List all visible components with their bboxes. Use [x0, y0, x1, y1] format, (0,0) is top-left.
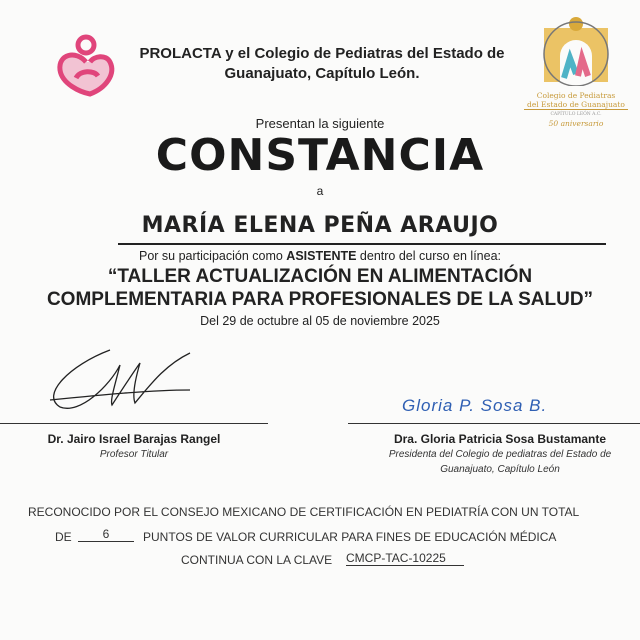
- logo-line4: 50 aniversario: [548, 119, 604, 128]
- signer-1-name: Dr. Jairo Israel Barajas Rangel: [47, 432, 221, 446]
- signer-2-name: Dra. Gloria Patricia Sosa Bustamante: [393, 432, 607, 446]
- signature-line-1: [0, 423, 268, 424]
- participation-role: ASISTENTE: [286, 249, 357, 263]
- signature-line-2: [348, 423, 640, 424]
- signer-1-role: Profesor Titular: [99, 449, 169, 460]
- presentan-text: Presentan la siguiente: [255, 116, 385, 131]
- a-text: a: [316, 184, 324, 198]
- course-dates: Del 29 de octubre al 05 de noviembre 2025: [200, 314, 440, 328]
- certificate-title: CONSTANCIA: [155, 130, 485, 181]
- footer-line2: PUNTOS DE VALOR CURRICULAR PARA FINES DE EDUCACIÓN MÉDICA: [143, 530, 557, 544]
- footer-line1: RECONOCIDO POR EL CONSEJO MEXICANO DE CERTIFICACIÓN EN PEDIATRÍA CON UN TOTAL: [28, 505, 580, 519]
- participation-pre: Por su participación como: [139, 249, 287, 263]
- signature-2: Gloria P. Sosa B.: [402, 396, 548, 415]
- logo-line3: CAPÍTULO LEÓN A.C.: [550, 112, 602, 117]
- colegio-logo: [524, 14, 628, 128]
- logo-line1: Colegio de Pediatras: [536, 91, 616, 100]
- organizers-text: PROLACTA y el Colegio de Pediatras del Estado de Guanajuato, Capítulo León.: [139, 45, 505, 82]
- prolacta-logo: [50, 28, 122, 100]
- footer-code: CMCP-TAC-10225: [346, 551, 464, 566]
- footer-line3: CONTINUA CON LA CLAVE: [181, 553, 333, 567]
- participation-text: [0, 248, 640, 264]
- signature-1: [40, 345, 200, 420]
- participation-post: dentro del curso en línea:: [356, 249, 501, 263]
- footer-de: DE: [55, 530, 72, 544]
- name-underline: [118, 243, 606, 245]
- course-title: “TALLER ACTUALIZACIÓN EN ALIMENTACIÓN COMPLEMENTARIA PARA PROFESIONALES DE LA SALUD”: [46, 266, 594, 310]
- logo-line2: del Estado de Guanajuato: [524, 100, 628, 110]
- signer-2-role: Presidenta del Colegio de pediatras del Estado de Guanajuato, Capítulo León: [388, 449, 612, 475]
- footer-points: 6: [78, 527, 134, 542]
- recipient-name: MARÍA ELENA PEÑA ARAUJO: [141, 213, 499, 238]
- arch-icon: [524, 14, 628, 86]
